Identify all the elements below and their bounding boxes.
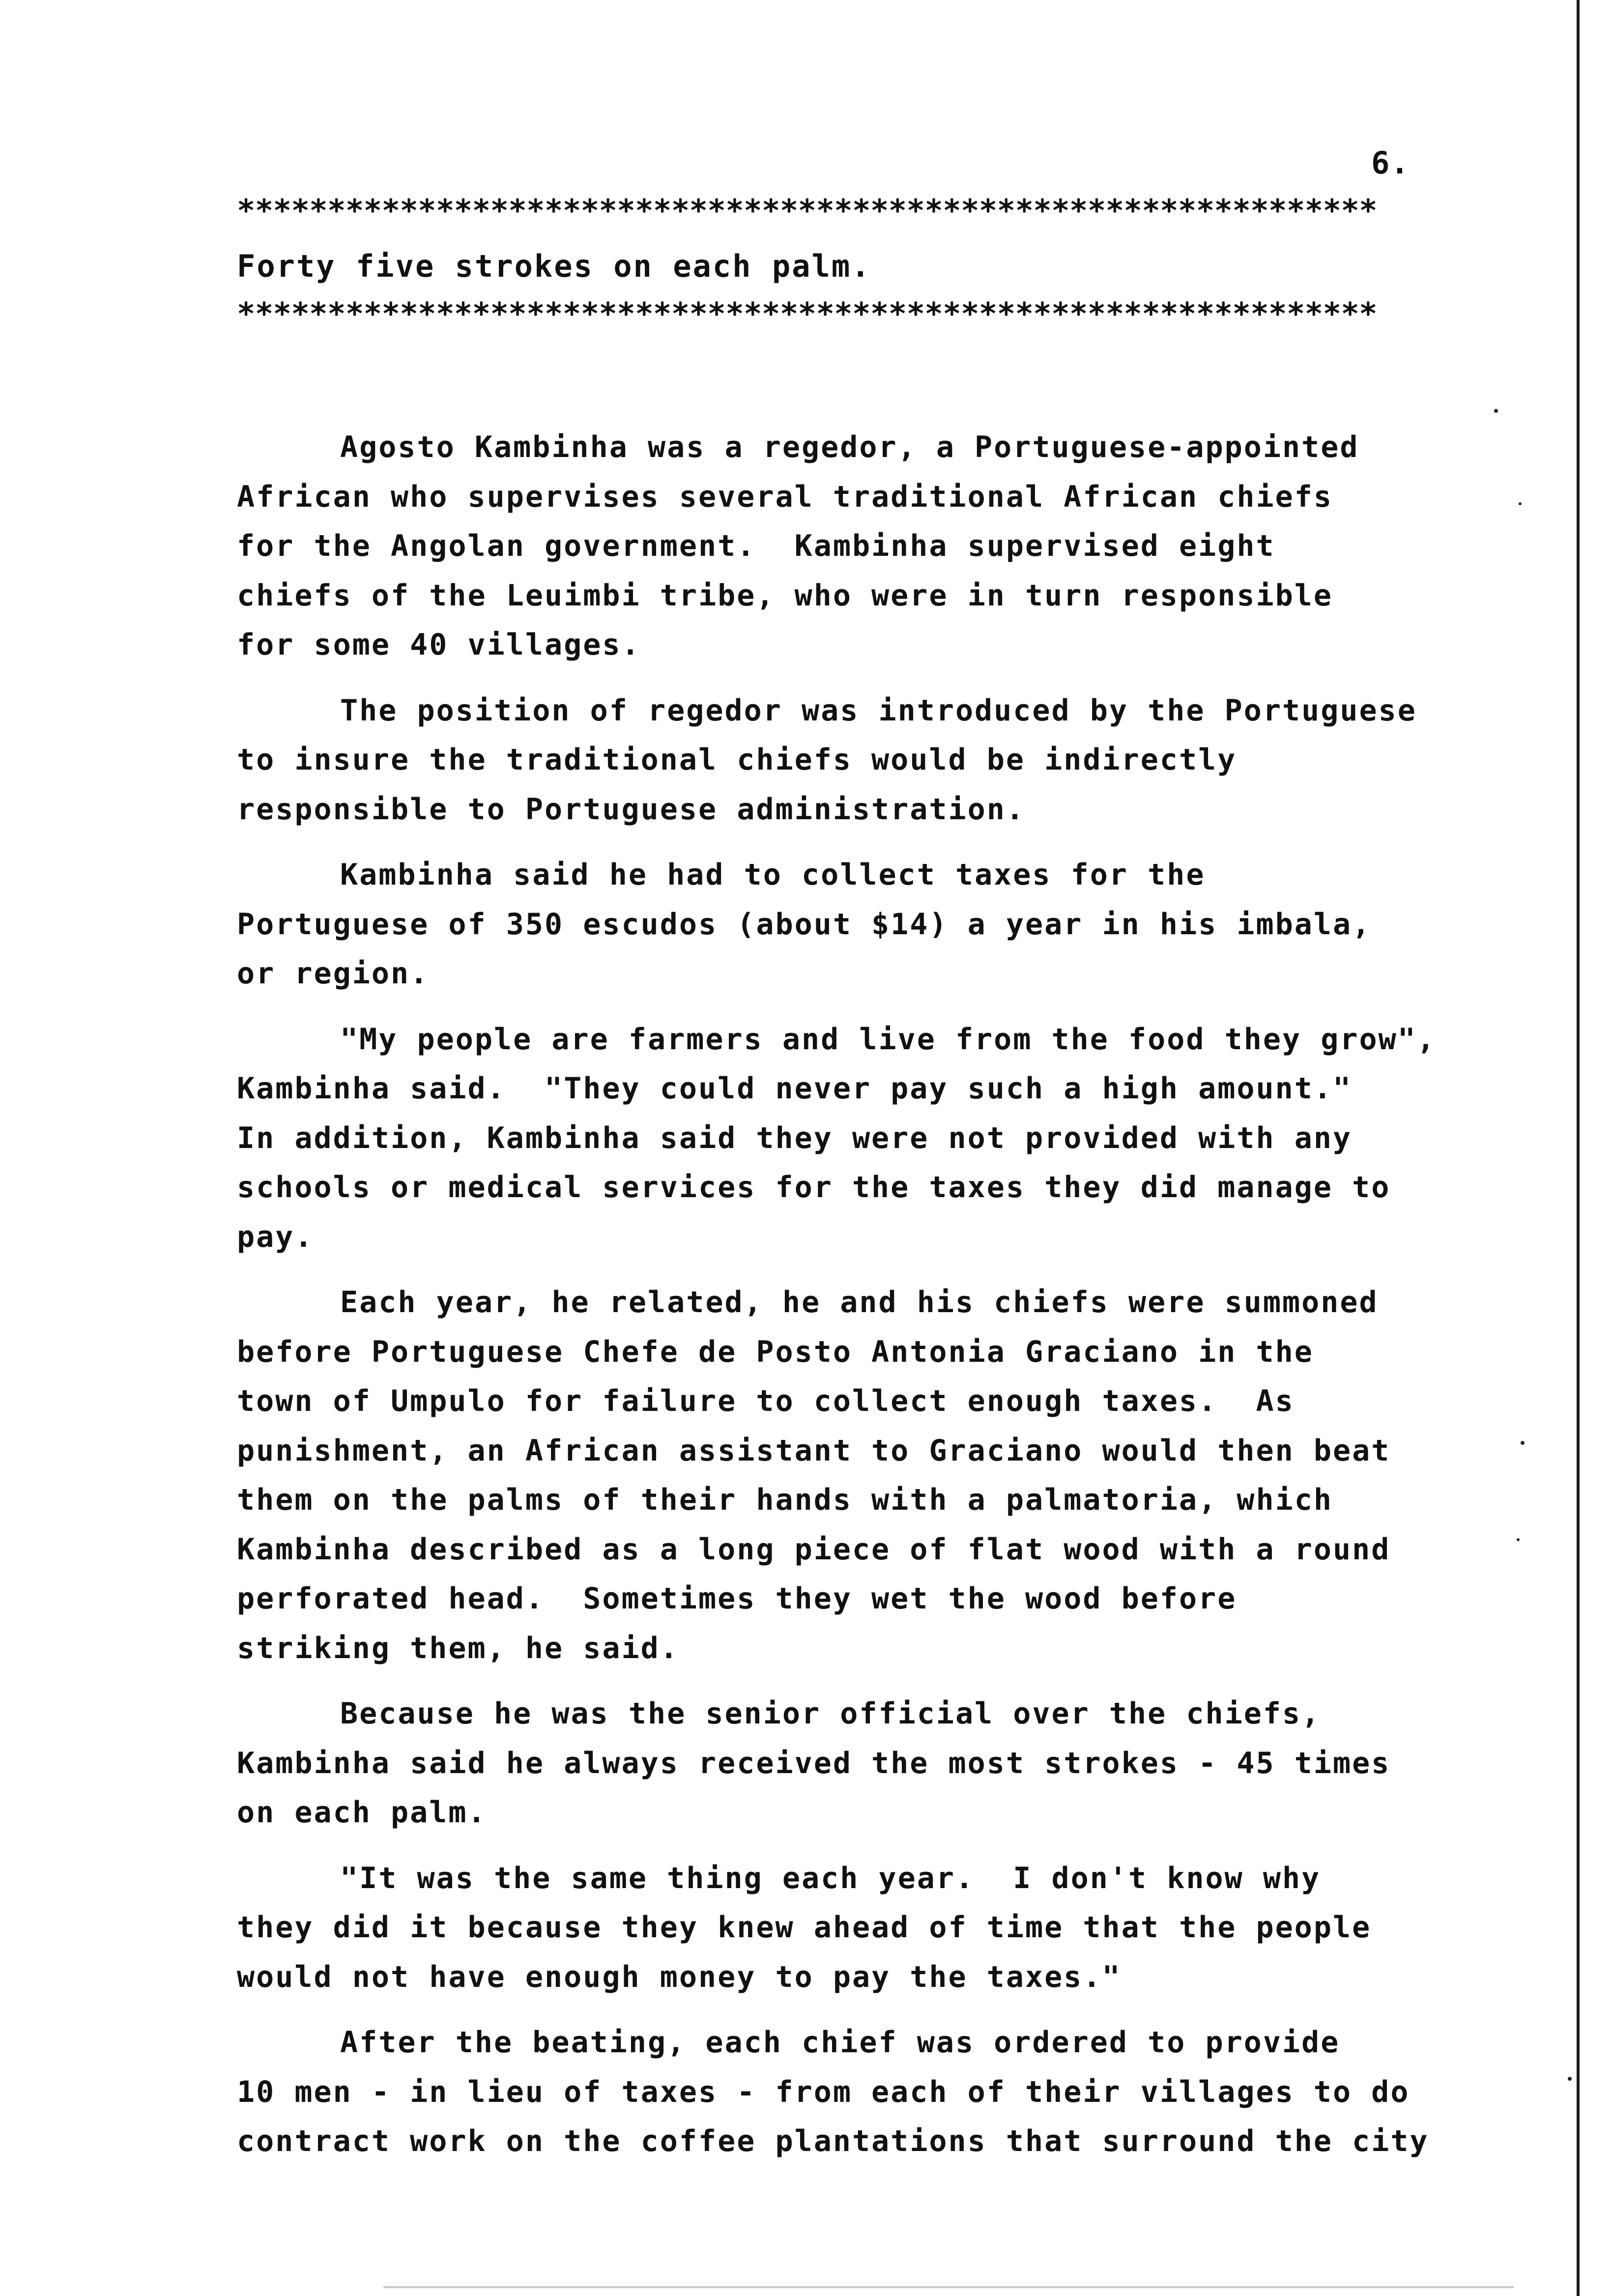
text-line: "My people are farmers and live from the food they grow",	[340, 1022, 1437, 1057]
paragraph	[237, 1689, 1515, 1837]
text-line: The position of regedor was introduced by the Portuguese	[340, 693, 1417, 728]
paragraph	[237, 1854, 1515, 2002]
text-line: "It was the same thing each year. I don't know why	[340, 1861, 1321, 1895]
text-line: Kambinha described as a long piece of flat wood with a round	[237, 1532, 1391, 1567]
text-line: Portuguese of 350 escudos (about $14) a year in his imbala,	[237, 907, 1372, 942]
text-line: perforated head. Sometimes they wet the wood before	[237, 1581, 1237, 1616]
text-line: pay.	[237, 1219, 314, 1254]
text-line: striking them, he said.	[237, 1631, 679, 1665]
text-line: Kambinha said he always received the most strokes - 45 times	[237, 1746, 1391, 1780]
text-line: African who supervises several traditional African chiefs	[237, 479, 1333, 514]
text-line: for some 40 villages.	[237, 628, 641, 662]
text-line: town of Umpulo for failure to collect enough taxes. As	[237, 1384, 1295, 1418]
text-line: chiefs of the Leuimbi tribe, who were in turn responsible	[237, 578, 1333, 613]
article-body	[237, 423, 1515, 2182]
scan-speck	[1494, 409, 1498, 413]
text-line: or region.	[237, 956, 430, 991]
page-number: 6.	[1371, 145, 1410, 181]
text-line: Each year, he related, he and his chiefs were summoned	[340, 1285, 1379, 1320]
paragraph	[237, 850, 1515, 999]
text-line: they did it because they knew ahead of time that the people	[237, 1910, 1372, 1945]
paragraph	[237, 2018, 1515, 2166]
text-line: Kambinha said he had to collect taxes for the	[340, 858, 1206, 892]
text-line: contract work on the coffee plantations that surround the city	[237, 2124, 1429, 2158]
text-line: In addition, Kambinha said they were not provided with any	[237, 1120, 1353, 1155]
headline: Forty five strokes on each palm.	[237, 248, 871, 284]
paragraph	[237, 1278, 1515, 1673]
scan-speck	[1517, 1538, 1520, 1541]
text-line: them on the palms of their hands with a palmatoria, which	[237, 1483, 1333, 1517]
text-line: After the beating, each chief was ordered to provide	[340, 2025, 1340, 2060]
paragraph	[237, 686, 1515, 834]
paragraph	[237, 423, 1515, 670]
bottom-edge-rule	[383, 2286, 1514, 2288]
text-line: Because he was the senior official over the chiefs,	[340, 1696, 1321, 1731]
text-line: punishment, an African assistant to Graciano would then beat	[237, 1433, 1391, 1468]
text-line: Kambinha said. "They could never pay such a high amount."	[237, 1071, 1353, 1106]
scan-speck	[1521, 1441, 1525, 1445]
text-line: for the Angolan government. Kambinha supervised eight	[237, 529, 1275, 563]
asterisk-divider-bottom: ***************************************************************	[237, 296, 1378, 332]
text-line: Agosto Kambinha was a regedor, a Portuguese-appointed	[340, 430, 1359, 464]
text-line: before Portuguese Chefe de Posto Antonia Graciano in the	[237, 1334, 1314, 1369]
text-line: 10 men - in lieu of taxes - from each of their villages to do	[237, 2074, 1410, 2109]
text-line: schools or medical services for the taxes they did manage to	[237, 1170, 1391, 1205]
scan-speck	[1568, 2077, 1572, 2081]
text-line: on each palm.	[237, 1795, 487, 1830]
paragraph	[237, 1015, 1515, 1262]
scan-speck	[1519, 502, 1522, 505]
text-line: responsible to Portuguese administration.	[237, 792, 1026, 827]
text-line: would not have enough money to pay the taxes."	[237, 1959, 1122, 1994]
text-line: to insure the traditional chiefs would be indirectly	[237, 743, 1237, 777]
page-edge-rule	[1577, 0, 1580, 2296]
asterisk-divider-top: ***************************************************************	[237, 193, 1378, 229]
